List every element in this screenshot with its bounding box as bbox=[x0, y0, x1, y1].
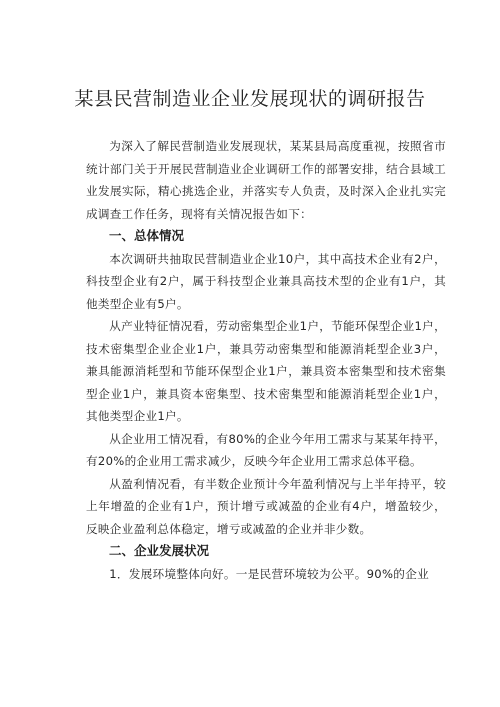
section-heading-overview: 一、总体情况 bbox=[109, 228, 185, 243]
intro-paragraph: 为深入了解民营制造业发展现状，某某县局高度重视，按照省市统计部门关于开展民营制造业企业调研工作的部署安排，结合县域工业发展实际，精心挑选企业，并落实专人负责，及时深入企业扎实完成调查工作任务，现将有关情况报告如下： bbox=[86, 139, 446, 221]
document-body bbox=[86, 135, 446, 585]
overview-paragraph-industry: 从产业特征情况看，劳动密集型企业1户，节能环保型企业1户，技术密集型企业企业1户，兼具劳动密集型和能源消耗型企业3户，兼具能源消耗型和节能环保型企业1户，兼具资本密集型和技术密集型企业1户，兼具资本密集型、技术密集型和能源消耗型企业1户，其他类型企业1户。 bbox=[86, 319, 446, 423]
development-paragraph-environment: 1．发展环境整体向好。一是民营环境较为公平。90%的企业 bbox=[109, 566, 429, 581]
overview-paragraph-profit: 从盈利情况看，有半数企业预计今年盈利情况与上半年持平，较上年增盈的企业有1户，预计增亏或减盈的企业有4户，增盈较少，反映企业盈利总体稳定，增亏或减盈的企业并非少数。 bbox=[86, 476, 446, 536]
section-heading-development: 二、企业发展状况 bbox=[109, 543, 210, 558]
document-title: 某县民营制造业企业发展现状的调研报告 bbox=[74, 88, 426, 110]
overview-paragraph-sample: 本次调研共抽取民营制造业企业10户，其中高技术企业有2户，科技型企业有2户，属于科技型企业兼具高技术型的企业有1户，其他类型企业有5户。 bbox=[86, 251, 446, 311]
overview-paragraph-employment: 从企业用工情况看，有80%的企业今年用工需求与某某年持平，有20%的企业用工需求减少，反映今年企业用工需求总体平稳。 bbox=[86, 431, 446, 468]
